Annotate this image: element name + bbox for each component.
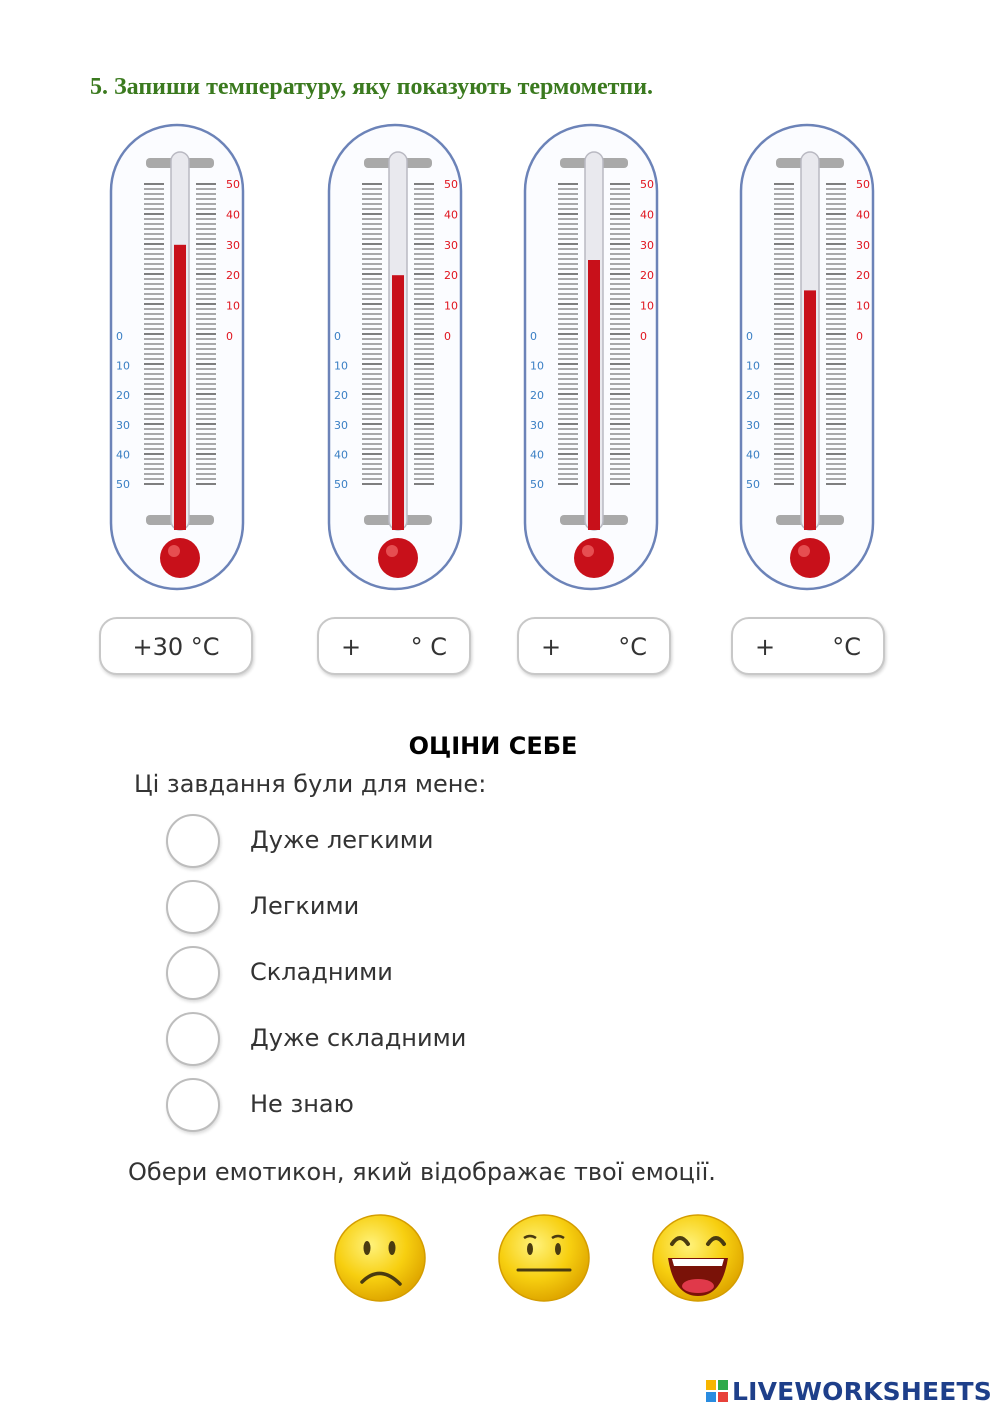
answer-3-unit: °C xyxy=(618,633,647,661)
plus-scale-label: 50 xyxy=(226,178,240,191)
plus-scale-label: 10 xyxy=(226,299,240,313)
plus-scale-label: 40 xyxy=(856,208,870,222)
plus-scale-label: 20 xyxy=(444,269,458,283)
plus-scale-label: 20 xyxy=(640,269,654,283)
self-assessment-prompt: Ці завдання були для мене: xyxy=(134,770,487,798)
answer-box-1 xyxy=(99,617,253,675)
minus-scale-label: 0 xyxy=(334,330,341,343)
option-very-easy[interactable] xyxy=(166,814,566,872)
thermometer-bulb xyxy=(378,538,418,578)
liveworksheets-logo xyxy=(706,1373,992,1409)
plus-scale-label: 50 xyxy=(856,178,870,191)
task-title: 5. Запиши температуру, яку показують термометпи. xyxy=(90,74,654,100)
minus-scale-label: 40 xyxy=(116,448,130,462)
answer-4-prefix: + xyxy=(755,633,776,661)
option-easy[interactable] xyxy=(166,880,566,938)
minus-scale-label: 0 xyxy=(530,330,537,343)
option-label: Легкими xyxy=(250,892,360,920)
emoji-prompt: Обери емотикон, який відображає твої емоції. xyxy=(128,1158,716,1186)
mercury-column xyxy=(174,245,186,530)
minus-scale-label: 10 xyxy=(746,359,760,373)
option-label: Дуже легкими xyxy=(250,826,434,854)
answer-4-unit: °C xyxy=(832,633,861,661)
mercury-column xyxy=(392,275,404,530)
neutral-face-icon[interactable] xyxy=(496,1212,592,1304)
thermometer-3-graphic xyxy=(522,122,672,592)
plus-scale-label: 50 xyxy=(444,178,458,191)
bulb-highlight xyxy=(386,545,398,557)
answer-1-value: +30 °C xyxy=(132,633,220,661)
minus-scale-label: 50 xyxy=(116,478,130,491)
sad-face-icon[interactable] xyxy=(332,1212,428,1304)
logo-brand-text: LIVEWORKSHEETS xyxy=(731,1376,992,1406)
minus-scale-label: 50 xyxy=(746,478,760,491)
thermometer-4 xyxy=(738,122,888,592)
option-very-difficult[interactable] xyxy=(166,1012,566,1070)
laughing-face-icon[interactable] xyxy=(650,1212,746,1304)
logo-blocks-icon xyxy=(706,1380,728,1402)
mercury-column xyxy=(588,260,600,530)
plus-scale-label: 30 xyxy=(640,238,654,252)
option-label: Дуже складними xyxy=(250,1024,467,1052)
thermometer-4-graphic xyxy=(738,122,888,592)
minus-scale-label: 50 xyxy=(530,478,544,491)
option-label: Складними xyxy=(250,958,393,986)
minus-scale-label: 0 xyxy=(746,330,753,343)
plus-scale-label: 10 xyxy=(856,299,870,313)
plus-scale-label: 20 xyxy=(856,269,870,283)
answer-2-unit: ° C xyxy=(410,633,447,661)
thermometer-1-graphic xyxy=(108,122,258,592)
plus-scale-label: 0 xyxy=(226,330,233,343)
plus-scale-label: 30 xyxy=(226,238,240,252)
minus-scale-label: 40 xyxy=(746,448,760,462)
minus-scale-label: 30 xyxy=(530,418,544,432)
minus-scale-label: 0 xyxy=(116,330,123,343)
thermometer-1 xyxy=(108,122,258,592)
minus-scale-label: 30 xyxy=(334,418,348,432)
plus-scale-label: 10 xyxy=(444,299,458,313)
radio-easy[interactable] xyxy=(166,880,220,934)
plus-scale-label: 20 xyxy=(226,269,240,283)
minus-scale-label: 20 xyxy=(530,389,544,403)
answer-3-prefix: + xyxy=(541,633,562,661)
minus-scale-label: 50 xyxy=(334,478,348,491)
plus-scale-label: 0 xyxy=(444,330,451,343)
minus-scale-label: 40 xyxy=(334,448,348,462)
option-difficult[interactable] xyxy=(166,946,566,1004)
minus-scale-label: 20 xyxy=(334,389,348,403)
option-dont-know[interactable] xyxy=(166,1078,566,1136)
minus-scale-label: 20 xyxy=(746,389,760,403)
plus-scale-label: 40 xyxy=(640,208,654,222)
thermometer-3 xyxy=(522,122,672,592)
answer-2-prefix: + xyxy=(341,633,362,661)
minus-scale-label: 10 xyxy=(530,359,544,373)
thermometer-2-graphic xyxy=(326,122,476,592)
plus-scale-label: 10 xyxy=(640,299,654,313)
plus-scale-label: 0 xyxy=(856,330,863,343)
minus-scale-label: 30 xyxy=(116,418,130,432)
plus-scale-label: 0 xyxy=(640,330,647,343)
plus-scale-label: 30 xyxy=(856,238,870,252)
thermometer-bulb xyxy=(790,538,830,578)
minus-scale-label: 10 xyxy=(334,359,348,373)
mercury-column xyxy=(804,290,816,530)
radio-difficult[interactable] xyxy=(166,946,220,1000)
plus-scale-label: 30 xyxy=(444,238,458,252)
plus-scale-label: 40 xyxy=(444,208,458,222)
radio-very-easy[interactable] xyxy=(166,814,220,868)
minus-scale-label: 20 xyxy=(116,389,130,403)
thermometer-2 xyxy=(326,122,476,592)
radio-dont-know[interactable] xyxy=(166,1078,220,1132)
answer-box-4[interactable] xyxy=(731,617,885,675)
plus-scale-label: 40 xyxy=(226,208,240,222)
minus-scale-label: 40 xyxy=(530,448,544,462)
bulb-highlight xyxy=(798,545,810,557)
answer-box-2[interactable] xyxy=(317,617,471,675)
minus-scale-label: 30 xyxy=(746,418,760,432)
minus-scale-label: 10 xyxy=(116,359,130,373)
option-label: Не знаю xyxy=(250,1090,354,1118)
answer-box-3[interactable] xyxy=(517,617,671,675)
radio-very-difficult[interactable] xyxy=(166,1012,220,1066)
thermometer-bulb xyxy=(160,538,200,578)
thermometer-bulb xyxy=(574,538,614,578)
bulb-highlight xyxy=(582,545,594,557)
bulb-highlight xyxy=(168,545,180,557)
plus-scale-label: 50 xyxy=(640,178,654,191)
self-assessment-heading: ОЦІНИ СЕБЕ xyxy=(408,732,578,760)
